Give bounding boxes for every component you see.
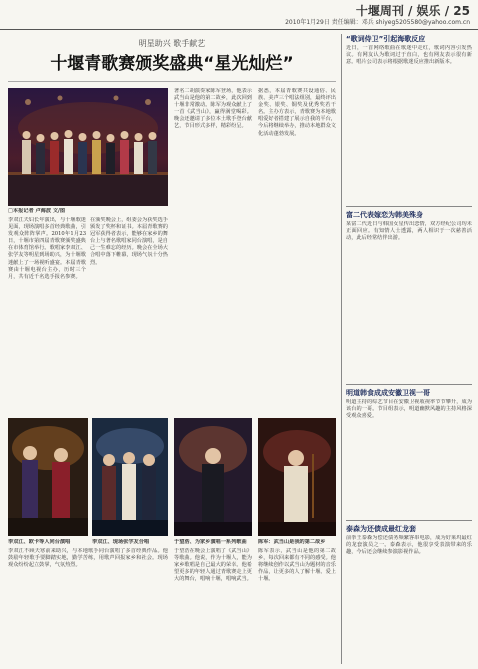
sidebar-text-2: 某富二代近日与韩国女星传出恋情，双方经纪公司均未正面回应。有知情人士透露，两人相识于一次慈善活动，此后经常结伴出游。 bbox=[346, 221, 472, 242]
sidebar-title-2: 富二代表嫁恋为韩美殊身 bbox=[346, 211, 423, 219]
sidebar-title-3: 明道韩食成成安徽卫视一哥 bbox=[346, 389, 430, 397]
photo-caption-3: 陈军：武当山是我的第二故乡 bbox=[258, 539, 326, 545]
photo-caption-1: 李双江、欧卡等人同台演唱 bbox=[8, 539, 71, 545]
photo-caption-2: 于望浩、为家乡演唱一系列歌曲 bbox=[174, 539, 247, 545]
column-divider bbox=[341, 34, 342, 664]
sidebar-divider-1 bbox=[346, 206, 472, 207]
lead-text-col-1: 李双江夫妇长年演出，与十堰歌迷见面，现场演唱多首经典歌曲，引发观众阵阵掌声。2010年1月23日，十堰市第四届青歌赛颁奖盛典在市体育馆举行。歌唱家李双江、张学友等明星到场助兴，为十堰歌迷献上了一场视听盛宴。本届青歌赛由十堰电视台主办，历时三个月，共有近千名选手报名参赛。 bbox=[8, 217, 86, 280]
sidebar-text-3: 明道主持的综艺节目在安徽卫视收视率节节攀升，成为该台的一哥。节目组表示，明道幽默风趣的主持风格深受观众喜爱。 bbox=[346, 399, 472, 420]
singers-photo-icon bbox=[8, 418, 88, 536]
sidebar-text-4: 前拳王泰森为偿还债务频繁客串电影，成为好莱坞最红的龙套演员之一。泰森表示，他很享受表演带来的乐趣，今后还会继续参演影视作品。 bbox=[346, 535, 472, 556]
lead-text-col-4: 据悉，本届青歌赛共设通俗、民族、美声三个唱法组别，最终评出金奖、银奖、铜奖及优秀奖若干名。主办方表示，青歌赛为本地歌唱爱好者搭建了展示自我的平台，今后将继续举办，推动本地群众文化活动蓬勃发展。 bbox=[258, 88, 336, 137]
lead-kicker: 明星助兴 歌手献艺 bbox=[138, 39, 206, 48]
sidebar-divider-2 bbox=[346, 384, 472, 385]
photo-solo-singer bbox=[174, 418, 252, 536]
lower-text-right: 陈军表示，武当山是他的第二故乡，每次回来都有不同的感受。他将继续创作以武当山为题材的音乐作品，让更多的人了解十堰、爱上十堰。 bbox=[258, 548, 336, 583]
lead-headline: 十堰青歌赛颁奖盛典“星光灿烂” bbox=[50, 54, 294, 74]
group-photo-icon bbox=[92, 418, 168, 536]
header-meta: 2010年1月29日 责任编辑：邓兵 shiyeg5205580@yahoo.com.cn bbox=[285, 19, 470, 26]
lead-text-col-2: 在颁奖晚会上，组委会为获奖选手颁发了奖杯和证书。本届青歌赛的冠军获得者表示，能够在家乡的舞台上与著名歌唱家同台演唱，是自己一生难忘的经历。晚会在全场大合唱中落下帷幕，现场气氛十分热烈。 bbox=[90, 217, 168, 266]
erhu-player-icon bbox=[258, 418, 336, 536]
lead-text-col-3: 著名二胡演奏家陈军登场，他表示武当山是他的第二故乡，此次回到十堰非常激动。陈军为观众献上了一首《武当山》，赢得满堂喝彩。晚会还邀请了多位本土歌手登台献艺，节目形式多样，精彩纷呈。 bbox=[174, 88, 252, 130]
stage-photo-icon bbox=[8, 88, 168, 206]
lead-headline-block bbox=[8, 38, 336, 82]
sidebar-divider-3 bbox=[346, 520, 472, 521]
lead-byline: □本报记者 卢海波 文/图 bbox=[8, 208, 66, 214]
section-brand: 十堰周刊 / 娱乐 / 25 bbox=[355, 4, 470, 18]
sidebar-title-1: “歌词侍卫”引起海歌反应 bbox=[346, 35, 426, 43]
solo-singer-icon bbox=[174, 418, 252, 536]
sidebar-text-1: 近日，一首网络歌曲在歌迷中走红，歌词内容引发热议。有网友认为歌词过于直白，也有网友表示很有新意。唱片公司表示将根据歌迷反应推出新版本。 bbox=[346, 45, 472, 66]
photo-group-singing bbox=[92, 418, 168, 536]
page-header bbox=[0, 0, 478, 30]
sidebar-title-4: 泰森为还债成最红龙套 bbox=[346, 525, 416, 533]
photo-singers-duet bbox=[8, 418, 88, 536]
sidebar bbox=[346, 34, 472, 664]
lower-text-left: 李双江不顾天寒前来助兴，与本地歌手同台演唱了多首经典作品。他鼓励年轻歌手要脚踏实地，勤学苦练，用歌声回报家乡和社会。现场观众纷纷起立鼓掌，气氛热烈。 bbox=[8, 548, 168, 569]
lead-photo bbox=[8, 88, 168, 206]
photo-caption-0: 李双江、现场张学友合唱 bbox=[92, 539, 150, 545]
lower-text-center: 于望浩在晚会上演唱了《武当山》等歌曲。他说，作为十堰人，能为家乡歌唱是自己最大的荣幸。他希望更多的年轻人通过青歌赛走上更大的舞台，唱响十堰，唱响武当。 bbox=[174, 548, 252, 583]
photo-erhu-player bbox=[258, 418, 336, 536]
